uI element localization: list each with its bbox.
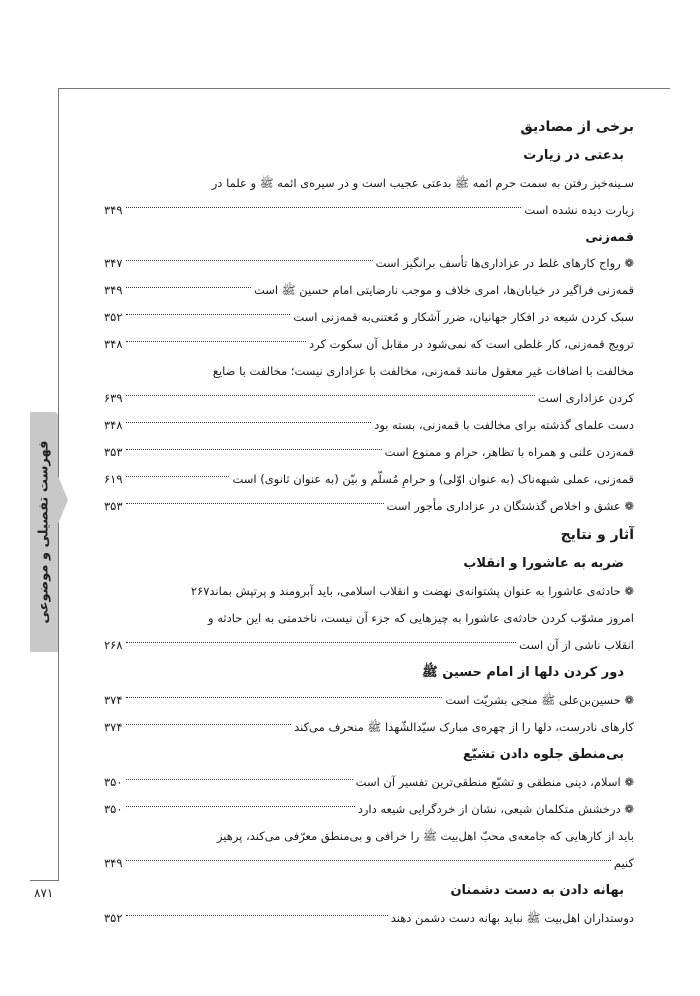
dot-leader	[126, 449, 382, 450]
index-entry	[104, 632, 634, 659]
dot-leader	[126, 860, 611, 861]
subsection-heading: ضربه به عاشورا و انقلاب	[463, 556, 624, 571]
index-entry	[104, 714, 634, 741]
index-entry	[104, 493, 634, 520]
dot-leader	[126, 476, 230, 477]
entry-text: دوستداران اهل‌بیت ﷺ نباید بهانه دست دشمن دهند	[390, 911, 634, 925]
entry-page: ۳۷۴	[104, 693, 123, 707]
entry-page: ۳۷۴	[104, 720, 123, 734]
dot-leader	[126, 806, 355, 807]
dot-leader	[126, 779, 353, 780]
index-entry	[104, 850, 634, 877]
entry-text: ❁ حادثه‌ی عاشورا به عنوان پشتوانه‌ی نهضت و انقلاب اسلامی، باید آبرومند و پرتپش بماند	[209, 584, 634, 598]
subsection-heading: بی‌منطق جلوه دادن تشیّع	[462, 747, 624, 762]
entry-page: ۳۵۲	[104, 310, 123, 324]
page-frame-bottom-rule	[30, 880, 59, 881]
index-entry	[104, 412, 634, 439]
entry-page: ۳۴۹	[104, 203, 123, 217]
entry-text: کنیم	[613, 856, 634, 870]
dot-leader	[126, 422, 372, 423]
entry-page: ۳۵۳	[104, 445, 123, 459]
dot-leader	[126, 503, 384, 504]
entry-text: قمه‌زنی فراگیر در خیابان‌ها، امری خلاف و موجب نارضایتی امام حسین ﷺ است	[253, 283, 634, 297]
dot-leader	[126, 697, 443, 698]
index-line: امروز مشوّب کردن حادثه‌ی عاشورا به چیزهایی که جزء آن نیست، ناخدمتی به این حادثه و	[208, 611, 634, 625]
index-line: سـینه‌خیز رفتن به سمت حرم ائمه ﷺ بدعتی عجیب است و در سیره‌ی ائمه ﷺ و علما در	[211, 176, 634, 190]
entry-text: کارهای نادرست، دلها را از چهره‌ی مبارک سیّدالشّهدا ﷺ منحرف می‌کند	[294, 720, 634, 734]
index-entry	[104, 905, 634, 932]
section-heading: آثار و نتایج	[560, 527, 634, 543]
dot-leader	[126, 314, 291, 315]
index-line: مخالفت با اضافات غیر معقول مانند قمه‌زنی، مخالفت با عزاداری نیست؛ مخالفت با ضایع	[212, 364, 634, 378]
subsection-heading: بدعتی در زیارت	[523, 148, 624, 163]
dot-leader	[126, 915, 388, 916]
entry-page: ۶۳۹	[104, 391, 123, 405]
index-content	[104, 112, 634, 932]
entry-text: ❁ رواج کارهای غلط در عزاداری‌ها تأسف برانگیز است	[375, 256, 634, 270]
entry-text: زیارت دیده نشده است	[524, 203, 634, 217]
index-entry	[104, 578, 634, 605]
index-entry	[104, 250, 634, 277]
index-entry	[104, 439, 634, 466]
index-entry	[104, 277, 634, 304]
entry-text: ❁ درخشش متکلمان شیعی، نشان از خردگرایی شیعه دارد	[357, 802, 634, 816]
page-number: ۸۷۱	[34, 886, 54, 900]
entry-page: ۲۶۷	[190, 584, 210, 598]
entry-text: قمه‌زنی، عملی شبهه‌ناک (به عنوان اوّلی) و حرامِ مُسلّم و بیّن (به عنوان ثانوی) است	[232, 472, 634, 486]
index-line: باید از کارهایی که جامعه‌ی محبّ اهل‌بیت ﷺ را خرافی و بی‌منطق معرّفی می‌کند، پرهیز	[216, 829, 634, 843]
dot-leader	[126, 341, 307, 342]
index-entry	[104, 796, 634, 823]
page-frame-top-rule	[58, 88, 670, 89]
section-heading: برخی از مصادیق	[520, 119, 634, 135]
dot-leader	[126, 724, 292, 725]
entry-text: ❁ حسین‌بن‌علی ﷺ منجی بشریّت است	[445, 693, 634, 707]
entry-page: ۳۴۹	[104, 283, 123, 297]
entry-text: ❁ عشق و اخلاص گذشتگان در عزاداری مأجور است	[386, 499, 634, 513]
dot-leader	[126, 287, 251, 288]
side-tab-label: فهرست تفصیلی و موضوعی	[36, 440, 52, 624]
entry-text: انقلاب ناشی از آن است	[519, 638, 634, 652]
subsection-heading: بهانه دادن به دست دشمنان	[450, 883, 624, 898]
index-entry	[104, 769, 634, 796]
index-entry	[104, 466, 634, 493]
index-entry	[104, 331, 634, 358]
index-entry	[104, 197, 634, 224]
index-entry	[104, 385, 634, 412]
entry-page: ۳۵۲	[104, 911, 123, 925]
entry-page: ۲۶۸	[104, 638, 123, 652]
entry-page: ۳۵۰	[104, 775, 123, 789]
entry-page: ۳۵۳	[104, 499, 123, 513]
subsection-heading: قمه‌زنی	[585, 229, 634, 244]
entry-text: ترویج قمه‌زنی، کار غلطی است که نمی‌شود در مقابل آن سکوت کرد	[309, 337, 634, 351]
dot-leader	[126, 642, 517, 643]
dot-leader	[126, 207, 522, 208]
dot-leader	[126, 260, 373, 261]
entry-text: دست علمای گذشته برای مخالفت با قمه‌زنی، بسته بود	[374, 418, 634, 432]
section-side-tab	[30, 412, 58, 652]
entry-page: ۳۴۸	[104, 337, 123, 351]
subsection-heading: دور کردن دلها از امام حسین ﷺ	[422, 665, 624, 680]
entry-page: ۳۴۸	[104, 418, 123, 432]
entry-text: سبک کردن شیعه در افکار جهانیان، ضرر آشکار و مُعتنی‌به قمه‌زنی است	[293, 310, 634, 324]
entry-page: ۳۴۹	[104, 856, 123, 870]
entry-page: ۳۵۰	[104, 802, 123, 816]
entry-text: قمه‌زدن علنی و همراه با تظاهر، حرام و ممنوع است	[384, 445, 634, 459]
dot-leader	[126, 395, 535, 396]
entry-text: ❁ اسلام، دینی منطقی و تشیّع منطقی‌ترین تفسیر آن است	[355, 775, 634, 789]
side-tab-notch	[58, 476, 68, 524]
entry-text: کردن عزاداری است	[537, 391, 634, 405]
entry-page: ۳۴۷	[104, 256, 123, 270]
index-entry	[104, 304, 634, 331]
entry-page: ۶۱۹	[104, 472, 123, 486]
index-entry	[104, 687, 634, 714]
